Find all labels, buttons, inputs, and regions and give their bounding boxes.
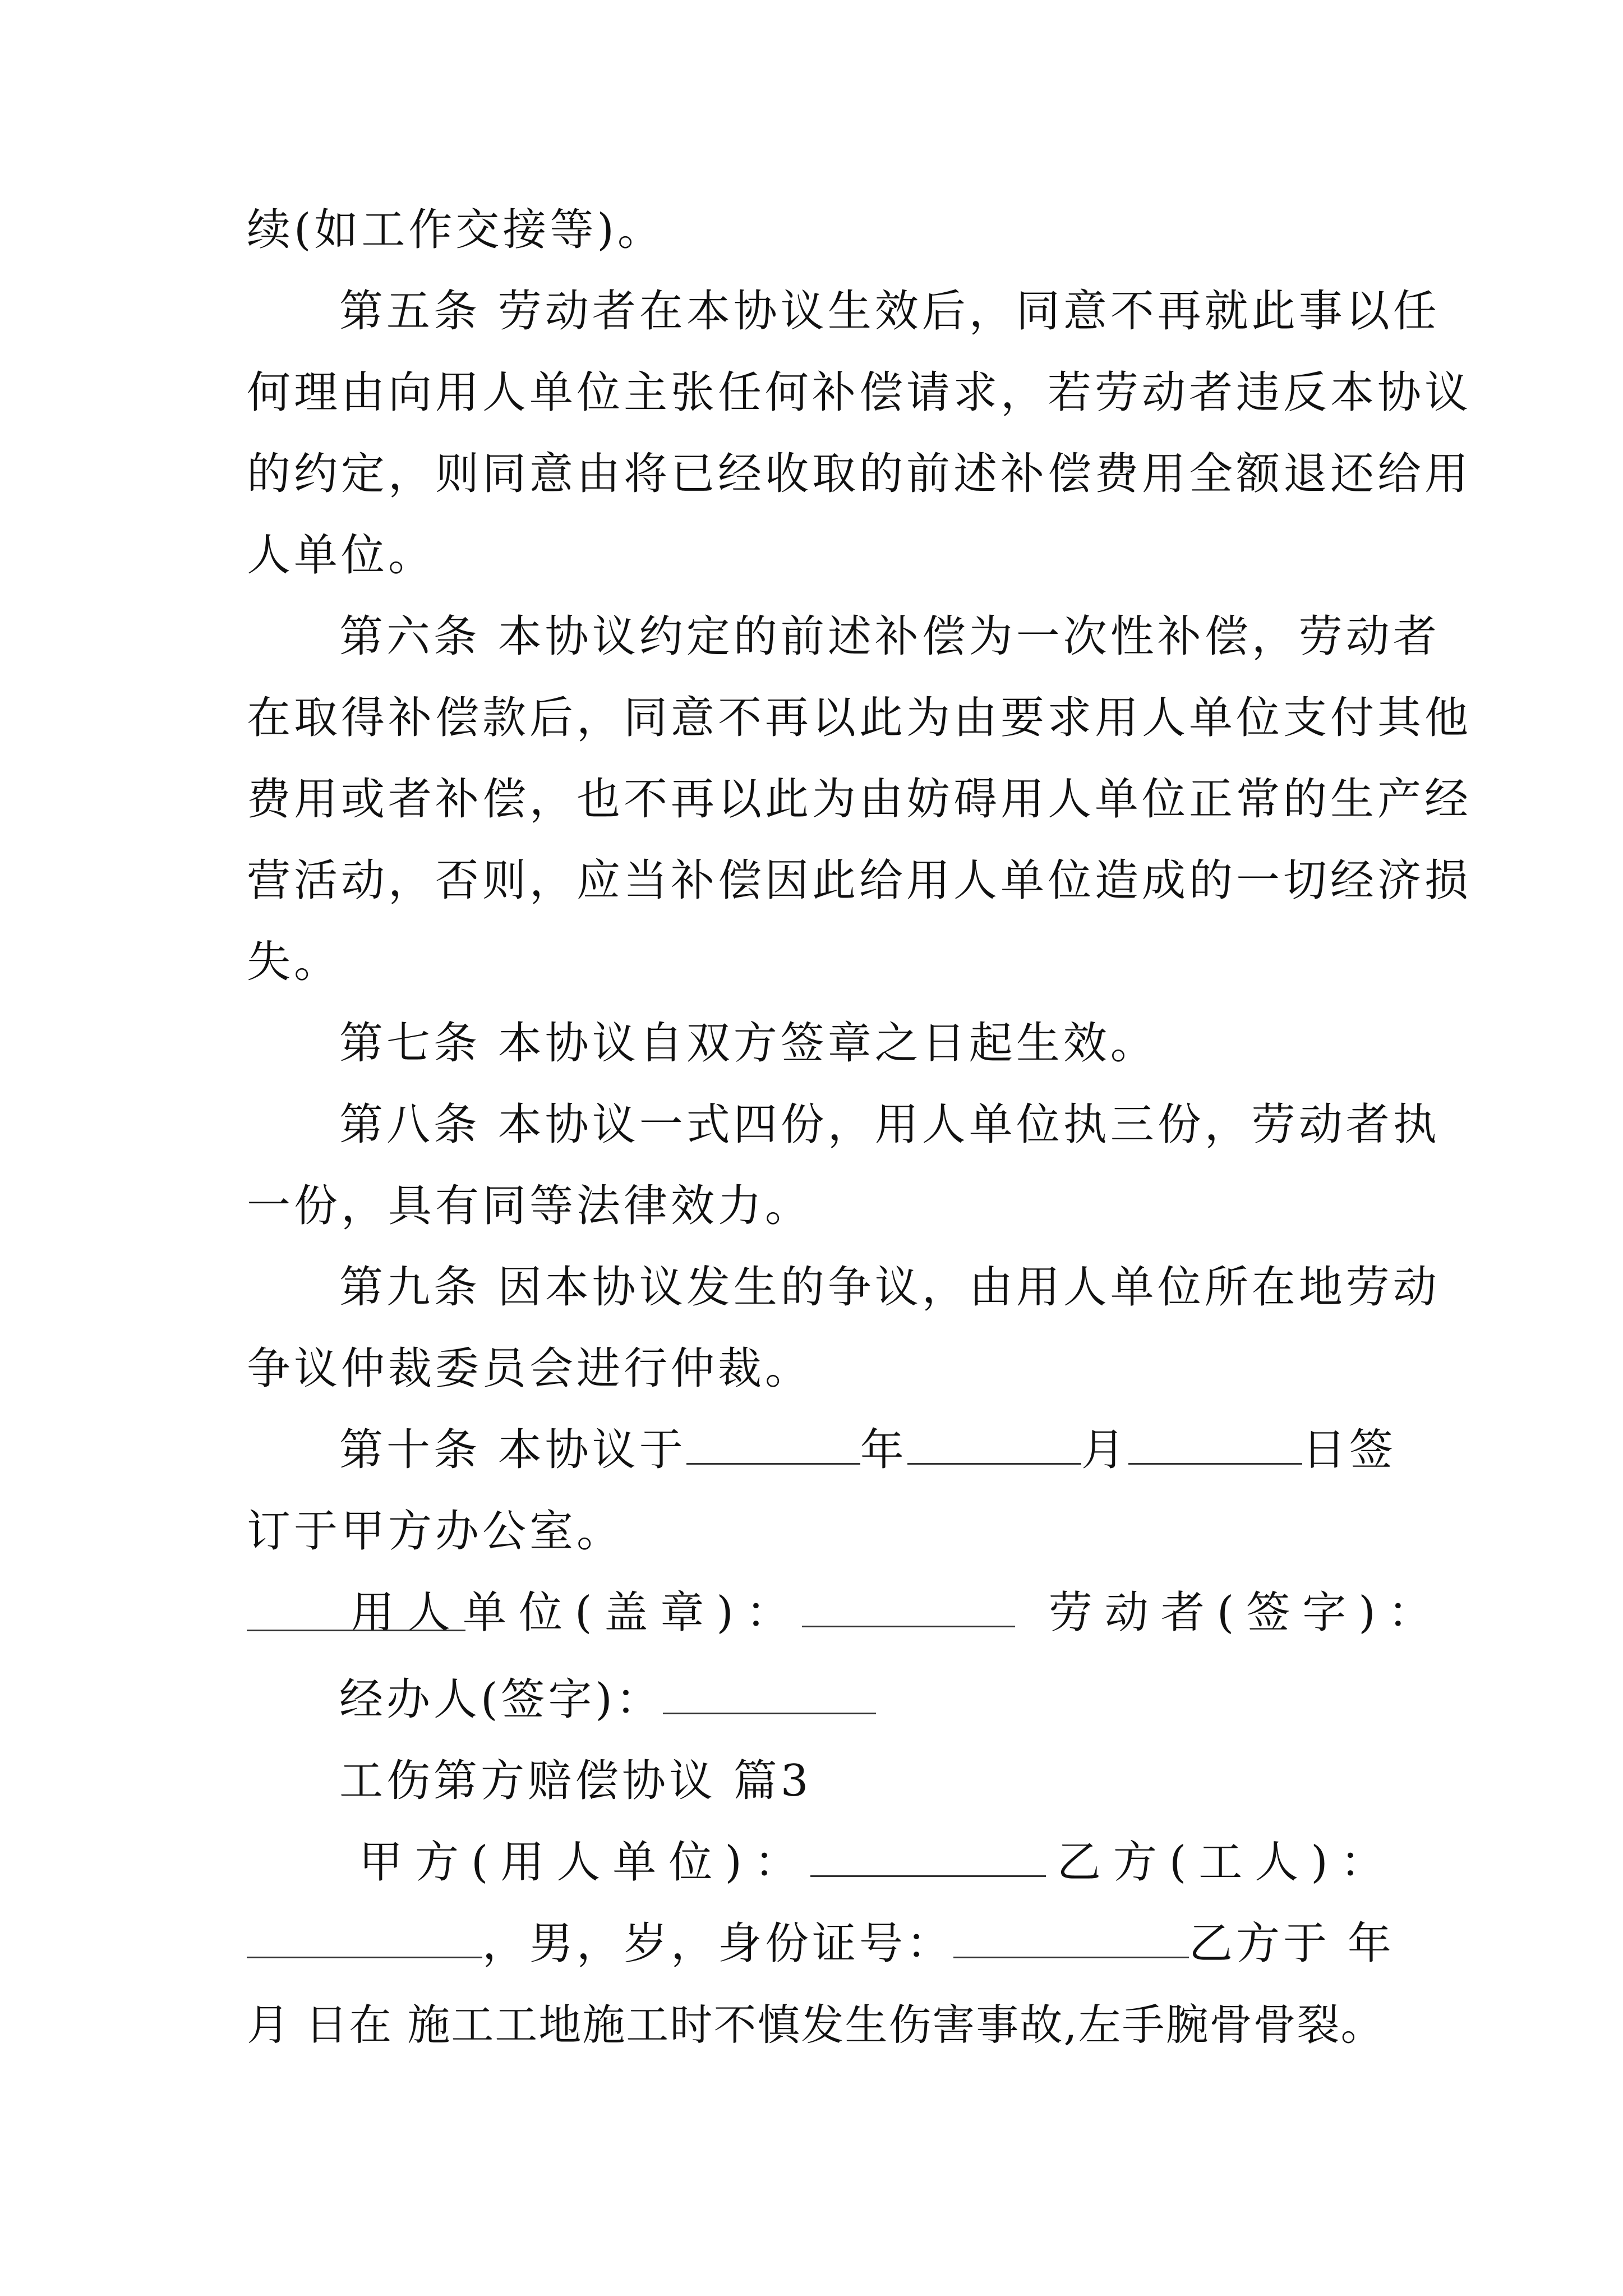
paragraph-line: 人单位。 bbox=[247, 530, 436, 581]
paragraph-line: 的约定，则同意由将已经收取的前述补偿费用全额退还给用 bbox=[247, 449, 1472, 499]
article-10-text: 第十条 本协议于 bbox=[339, 1425, 686, 1475]
worker-sign-label: 劳动者(签字)： bbox=[1048, 1588, 1444, 1638]
signature-line bbox=[351, 1585, 1444, 1641]
id-number-blank bbox=[953, 1917, 1189, 1958]
handler-sign-blank bbox=[663, 1673, 876, 1714]
handler-sign-label: 经办人(签字)： bbox=[339, 1674, 663, 1725]
article-5-line: 第五条 劳动者在本协议生效后，同意不再就此事以任 bbox=[339, 286, 1440, 337]
worker-sign-blank bbox=[247, 1630, 465, 1631]
month-label: 月 bbox=[1081, 1425, 1128, 1475]
article-6-line: 第六条 本协议约定的前述补偿为一次性补偿，劳动者 bbox=[339, 611, 1440, 662]
worker-info-text: ，男，岁，身份证号： bbox=[482, 1918, 954, 1969]
paragraph-line: 争议仲裁委员会进行仲裁。 bbox=[247, 1343, 813, 1394]
party-a-blank bbox=[810, 1836, 1046, 1877]
month-blank bbox=[907, 1424, 1081, 1465]
worker-info-line bbox=[247, 1916, 1395, 1972]
employer-seal-label: 用人单位(盖章)： bbox=[351, 1588, 802, 1638]
paragraph-line: 在取得补偿款后，同意不再以此为由要求用人单位支付其他 bbox=[247, 693, 1472, 743]
article-7-line: 第七条 本协议自双方签章之日起生效。 bbox=[339, 1018, 1158, 1069]
article-8-line: 第八条 本协议一式四份，用人单位执三份，劳动者执 bbox=[339, 1099, 1440, 1150]
paragraph-line: 续(如工作交接等)。 bbox=[247, 205, 665, 255]
paragraph-line: 一份，具有同等法律效力。 bbox=[247, 1181, 813, 1231]
year-label: 年 bbox=[860, 1425, 907, 1475]
year-blank bbox=[686, 1424, 860, 1465]
paragraph-line: 何理由向用人单位主张任何补偿请求，若劳动者违反本协议 bbox=[247, 367, 1472, 418]
paragraph-line: 营活动，否则，应当补偿因此给用人单位造成的一切经济损 bbox=[247, 855, 1472, 906]
handler-line bbox=[339, 1672, 1391, 1728]
employer-seal-blank bbox=[802, 1586, 1015, 1627]
paragraph-line: 订于甲方办公室。 bbox=[247, 1506, 624, 1557]
article-10-line bbox=[339, 1422, 1396, 1478]
parties-line bbox=[359, 1834, 1396, 1890]
day-blank bbox=[1128, 1424, 1302, 1465]
article-9-line: 第九条 因本协议发生的争议，由用人单位所在地劳动 bbox=[339, 1262, 1440, 1313]
worker-name-blank bbox=[247, 1917, 482, 1958]
day-label: 日签 bbox=[1302, 1425, 1396, 1475]
paragraph-line: 月 日在 施工工地施工时不慎发生伤害事故,左手腕骨骨裂。 bbox=[247, 2000, 1385, 2050]
section-heading: 工伤第方赔偿协议 篇3 bbox=[339, 1756, 812, 1806]
paragraph-line: 失。 bbox=[247, 937, 342, 987]
paragraph-line: 费用或者补偿，也不再以此为由妨碍用人单位正常的生产经 bbox=[247, 774, 1472, 825]
party-a-label: 甲方(用人单位)： bbox=[359, 1837, 810, 1888]
party-b-label: 乙方(工人)： bbox=[1057, 1837, 1396, 1888]
incident-date-text: 乙方于 年 bbox=[1189, 1918, 1395, 1969]
